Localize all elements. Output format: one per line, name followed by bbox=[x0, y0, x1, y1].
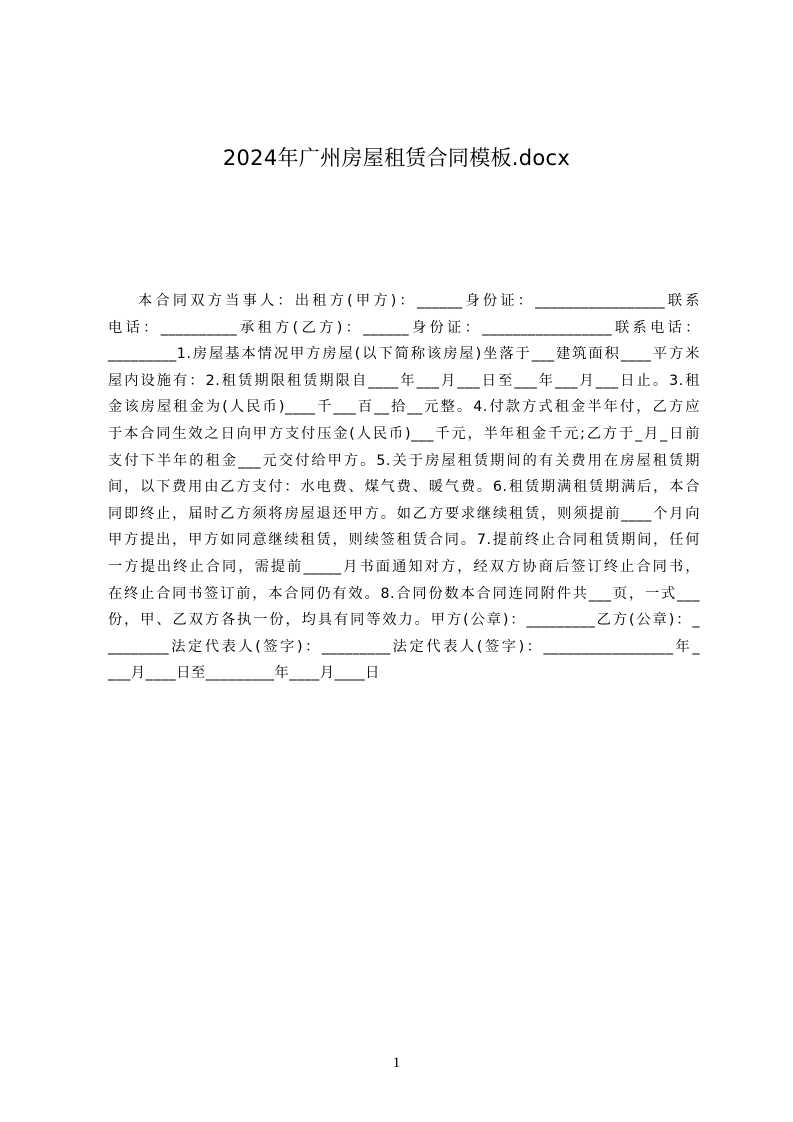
body-line: 屋内设施有：2.租赁期限租赁期限自____年___月___日至___年___月___日止。3.租 bbox=[108, 372, 700, 389]
body-line: 电话：__________承租方(乙方)：______身份证：_________________联系电话： bbox=[108, 319, 700, 336]
body-line: 金该房屋租金为(人民币)____千___百__拾__元整。4.付款方式租金半年付，乙方应 bbox=[108, 399, 700, 416]
body-line: ________法定代表人(签字)：_________法定代表人(签字)：_________________年_ bbox=[108, 638, 700, 655]
document-title: 2024年广州房屋租赁合同模板.docx bbox=[222, 146, 571, 170]
body-line: 甲方提出，甲方如同意继续租赁，则续签租赁合同。7.提前终止合同租赁期间，任何 bbox=[108, 532, 700, 549]
body-line: 同即终止，届时乙方须将房屋退还甲方。如乙方要求继续租赁，则须提前____个月向 bbox=[108, 505, 700, 522]
body-line: 间，以下费用由乙方支付：水电费、煤气费、暖气费。6.租赁期满租赁期满后，本合 bbox=[108, 479, 700, 496]
body-line: 份，甲、乙双方各执一份，均具有同等效力。甲方(公章)：_________乙方(公章)：_ bbox=[108, 612, 700, 629]
body-line: _________1.房屋基本情况甲方房屋(以下简称该房屋)坐落于___建筑面积____平方米 bbox=[108, 346, 700, 363]
body-line: 一方提出终止合同，需提前_____月书面通知对方，经双方协商后签订终止合同书， bbox=[108, 558, 700, 575]
contract-body bbox=[108, 288, 700, 687]
page-number: 1 bbox=[392, 1055, 401, 1071]
body-line: ___月____日至_________年____月____日 bbox=[108, 665, 380, 682]
body-line: 支付下半年的租金___元交付给甲方。5.关于房屋租赁期间的有关费用在房屋租赁期 bbox=[108, 452, 700, 469]
body-line: 本合同双方当事人：出租方(甲方)：______身份证：_________________联系 bbox=[138, 293, 700, 309]
body-line: 于本合同生效之日向甲方支付压金(人民币)___千元，半年租金千元;乙方于_月_日前 bbox=[108, 425, 700, 442]
body-line: 在终止合同书签订前，本合同仍有效。8.合同份数本合同连同附件共___页，一式___ bbox=[108, 585, 700, 602]
